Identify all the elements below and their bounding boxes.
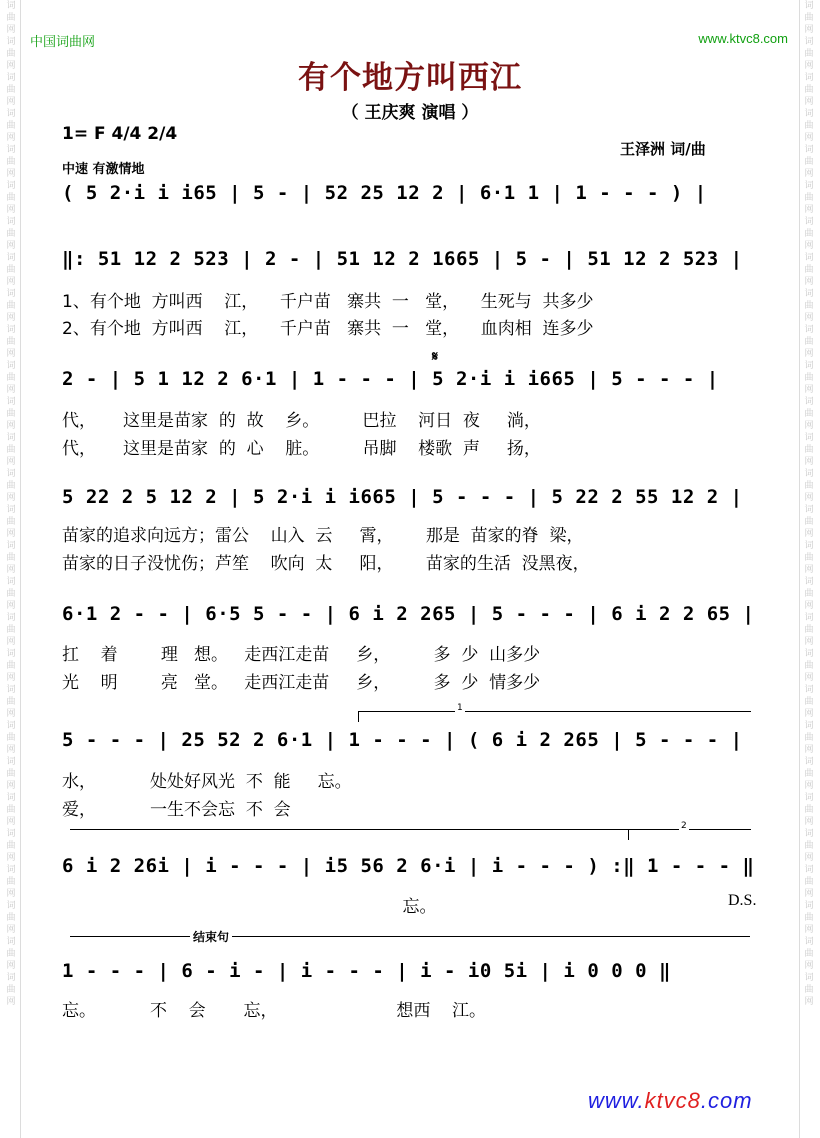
lyricist-composer: 王泽洲 词/曲 [620, 140, 706, 158]
notation-line-1: ( 5 2·i i i65 | 5 - | 52 25 12 2 | 6·1 1 | 1 - - - ) | [62, 182, 707, 204]
watermark-part-1: www. [588, 1088, 645, 1113]
left-side-watermark: 词曲网词曲网词曲网词曲网词曲网词曲网词曲网词曲网词曲网词曲网词曲网词曲网词曲网词曲网词曲网词曲网词曲网词曲网词曲网词曲网词曲网词曲网词曲网词曲网词曲网词曲网词曲网词曲网 [6, 1, 16, 1007]
site-url[interactable]: www.ktvc8.com [698, 31, 788, 46]
right-side-watermark: 词曲网词曲网词曲网词曲网词曲网词曲网词曲网词曲网词曲网词曲网词曲网词曲网词曲网词曲网词曲网词曲网词曲网词曲网词曲网词曲网词曲网词曲网词曲网词曲网词曲网词曲网词曲网词曲网 [804, 1, 814, 1007]
lyric-line-7: 忘。 [62, 897, 437, 917]
song-title: 有个地方叫西江 [298, 60, 522, 96]
site-name[interactable]: 中国词曲网 [30, 35, 96, 50]
right-margin-line [799, 0, 800, 1138]
notation-line-2: ‖: 51 12 2 523 | 2 - | 51 12 2 1665 | 5 - | 51 12 2 523 | [62, 248, 743, 270]
first-ending-continuation [70, 829, 630, 830]
lyric-line-3-verse-2: 代， 这里是苗家 的 心 脏。 吊脚 楼歌 声 扬， [62, 439, 541, 459]
notation-line-4: 5 22 2 5 12 2 | 5 2·i i i665 | 5 - - - | 5 22 2 55 12 2 | [62, 486, 743, 508]
tempo-marking: 中速 有激情地 [62, 162, 145, 177]
left-margin-line [20, 0, 21, 1138]
coda-label: 结束句 [190, 928, 232, 945]
notation-line-7: 6 i 2 26i | i - - - | i5 56 2 6·i | i - - - ) :‖ 1 - - - ‖ [62, 855, 755, 877]
first-ending-bracket [358, 703, 751, 722]
notation-line-6: 5 - - - | 25 52 2 6·1 | 1 - - - | ( 6 i 2 265 | 5 - - - | [62, 729, 743, 751]
lyric-line-2-verse-2: 2、有个地 方叫西 江， 千户苗 寨共 一 堂， 血肉相 连多少 [62, 319, 594, 339]
coda-line [70, 936, 750, 937]
lyric-line-5-verse-2: 光 明 亮 堂。 走西江走苗 乡， 多 少 情多少 [62, 673, 541, 693]
lyric-line-3-verse-1: 代， 这里是苗家 的 故 乡。 巴拉 河日 夜 淌， [62, 411, 541, 431]
lyric-line-5-verse-1: 扛 着 理 想。 走西江走苗 乡， 多 少 山多少 [62, 645, 541, 665]
notation-line-3: 2 - | 5 1 12 2 6·1 | 1 - - - | 5 2·i i i665 | 5 - - - | [62, 368, 719, 390]
lyric-line-2-verse-1: 1、有个地 方叫西 江， 千户苗 寨共 一 堂， 生死与 共多少 [62, 292, 594, 312]
lyric-line-6-verse-1: 水， 处处好风光 不 能 忘。 [62, 772, 352, 792]
key-signature: 1= F 4/4 2/4 [62, 124, 178, 144]
lyric-line-8: 忘。 不 会 忘， 想西 江。 [62, 1001, 486, 1021]
lyric-line-6-verse-2: 爱， 一生不会忘 不 会 [62, 800, 291, 820]
notation-line-5: 6·1 2 - - | 6·5 5 - - | 6 i 2 265 | 5 - - - | 6 i 2 2 65 | [62, 603, 755, 625]
first-ending-label: 1 [457, 703, 463, 713]
second-ending-bracket [628, 821, 751, 840]
notation-line-8: 1 - - - | 6 - i - | i - - - | i - i0 5i | i 0 0 0 ‖ [62, 960, 671, 982]
lyric-line-4-verse-2: 苗家的日子没忧伤；芦笙 吹向 太 阳， 苗家的生活 没黑夜， [62, 554, 590, 574]
dal-segno: D.S. [728, 892, 757, 909]
watermark-part-3: .com [700, 1088, 753, 1113]
watermark-part-2: ktvc8 [644, 1088, 701, 1113]
segno-sign: 𝄋 [432, 349, 439, 365]
watermark-logo [588, 1088, 753, 1114]
performer: （ 王庆爽 演唱 ） [341, 103, 479, 123]
lyric-line-4-verse-1: 苗家的追求向远方；雷公 山入 云 霄， 那是 苗家的脊 梁， [62, 526, 584, 546]
second-ending-label: 2 [681, 821, 687, 831]
